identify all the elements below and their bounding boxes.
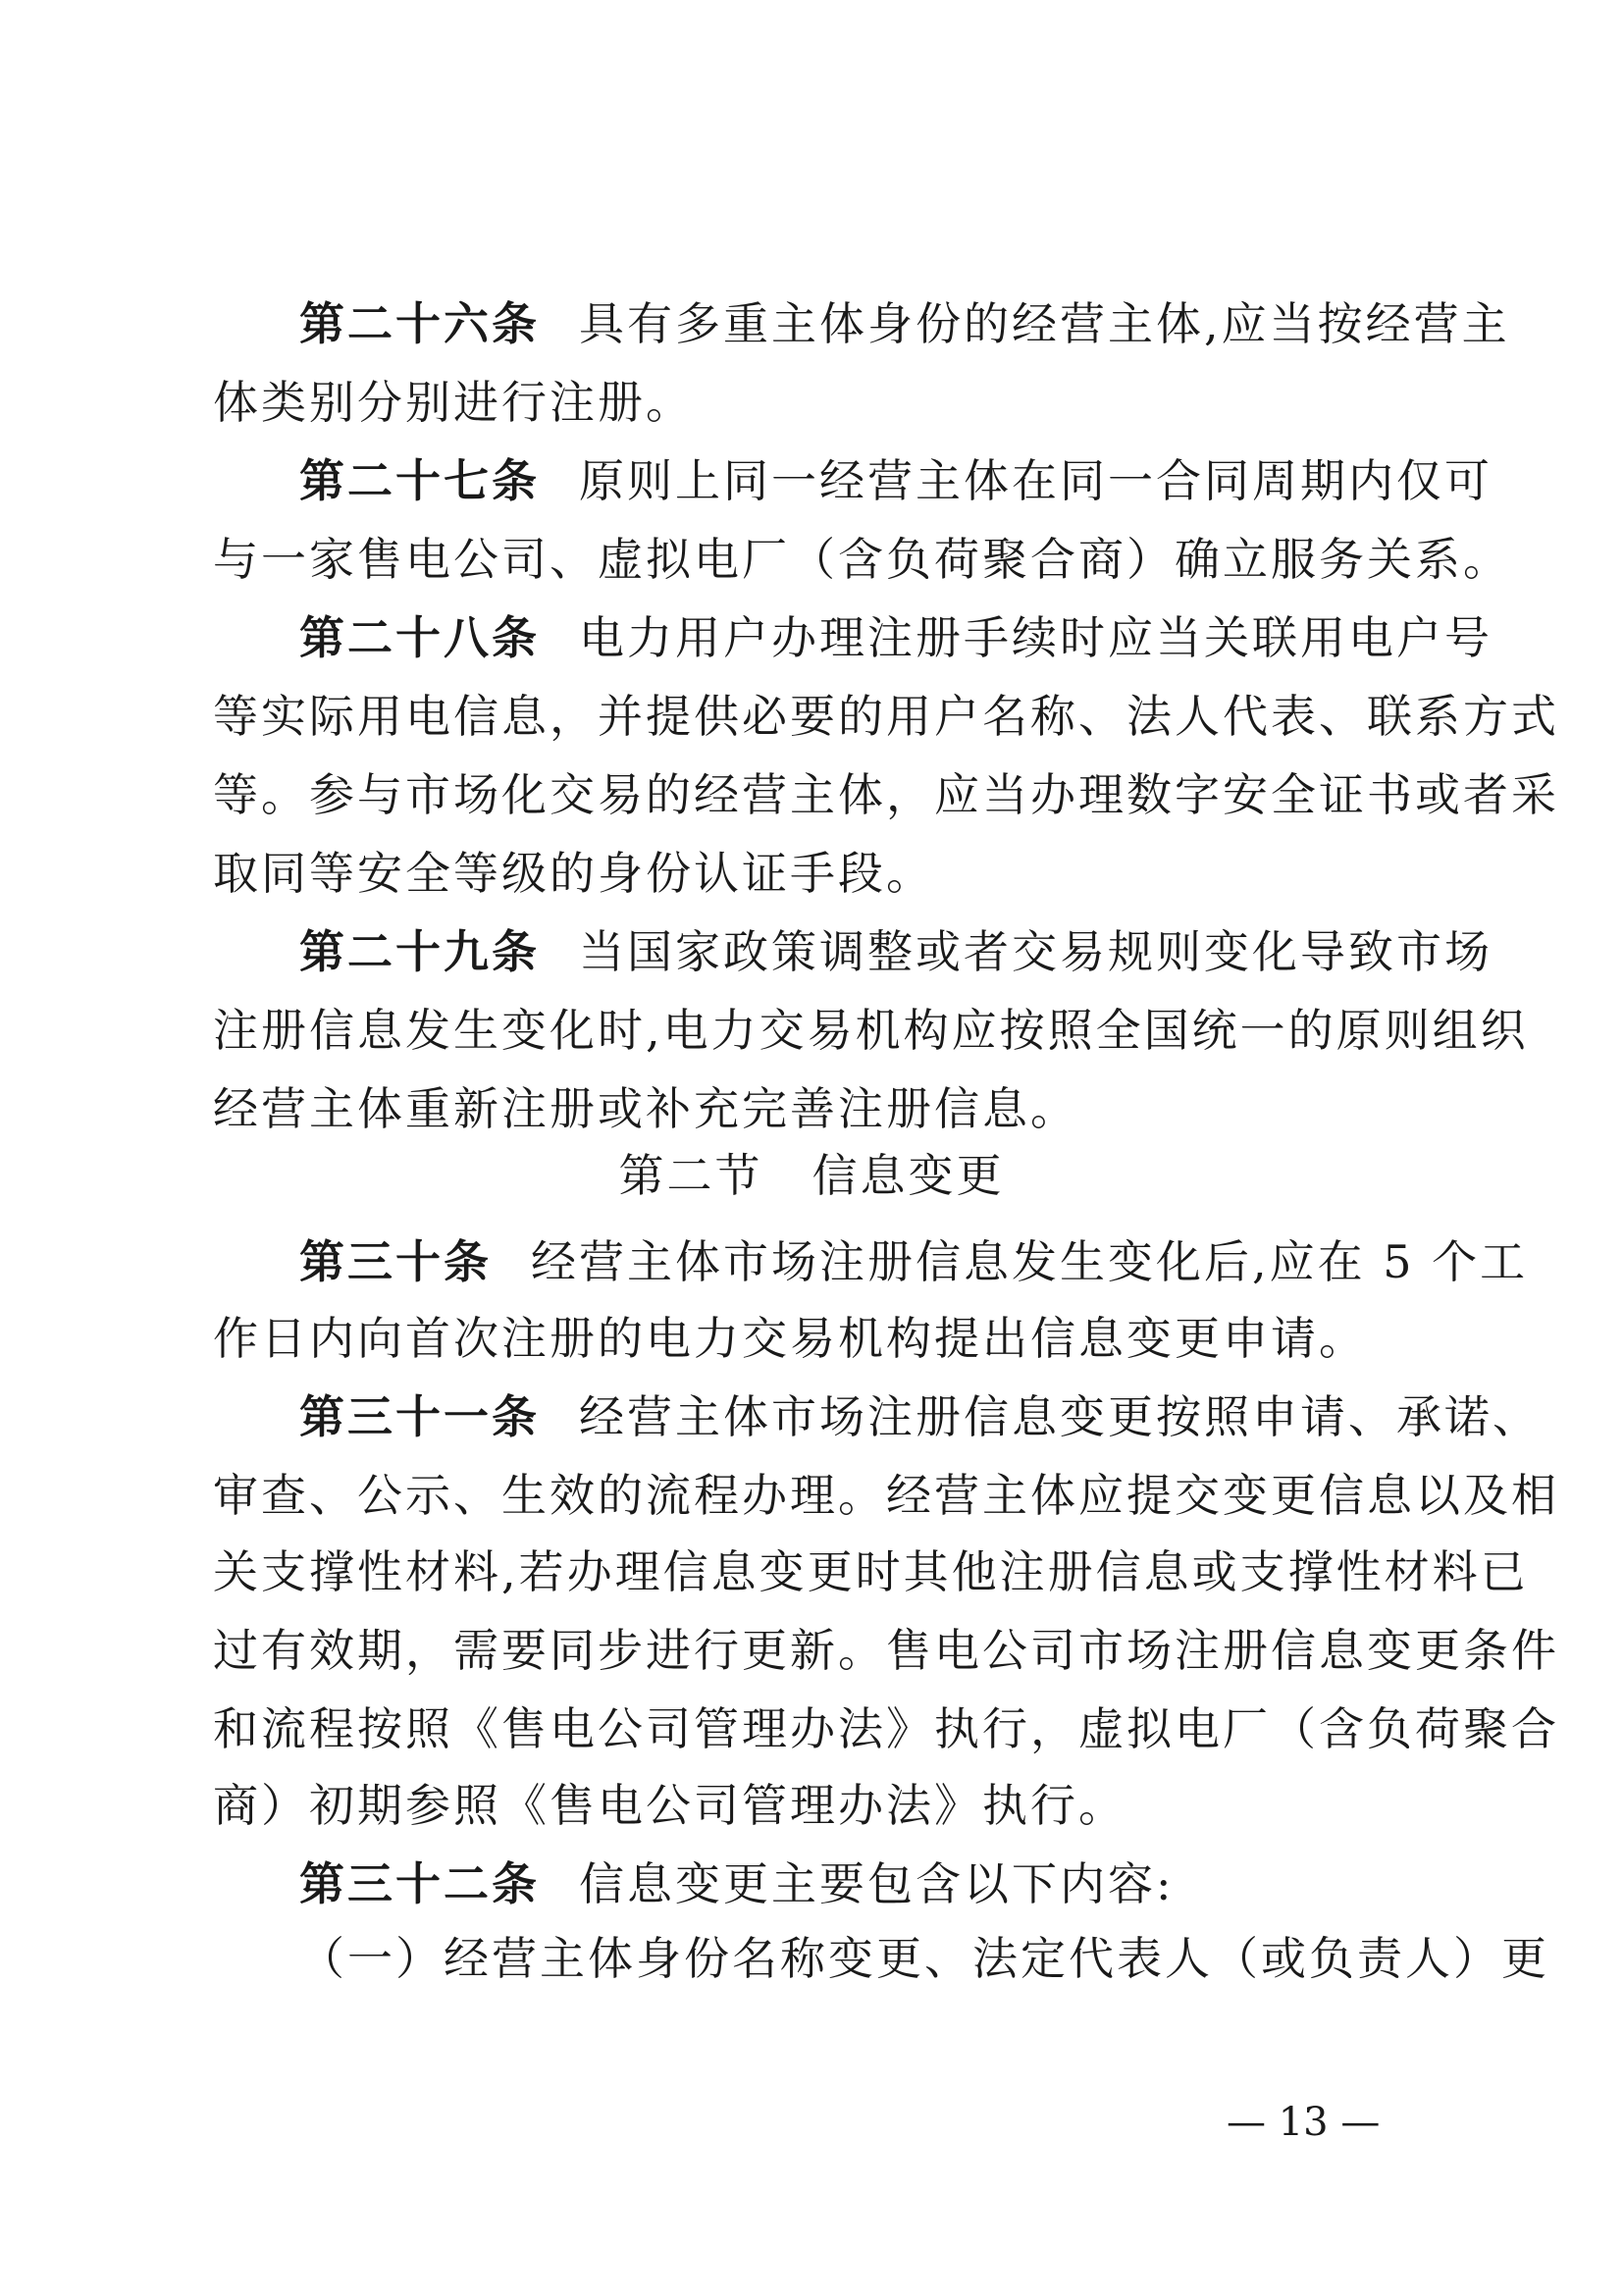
article-32-line-1 [299,1854,1420,1913]
article-28-line-2: 等实际用电信息，并提供必要的用户名称、法人代表、联系方式 [213,690,1559,743]
article-29-text-1: 当国家政策调整或者交易规则变化导致市场 [579,925,1492,978]
article-27-line-2: 与一家售电公司、虚拟电厂（含负荷聚合商）确立服务关系。 [213,533,1511,586]
article-26-label: 第二十六条 [299,297,540,350]
article-32-text-1: 信息变更主要包含以下内容: [579,1857,1175,1910]
article-26-line-2: 体类别分别进行注册。 [213,376,694,429]
article-30-text-1: 经营主体市场注册信息发生变化后,应在 5 个工 [531,1235,1529,1288]
article-31-line-4: 过有效期，需要同步进行更新。售电公司市场注册信息变更条件 [213,1624,1559,1677]
article-27-line-1 [299,451,1492,510]
article-28-line-4: 取同等安全等级的身份认证手段。 [213,847,934,900]
article-31-line-2: 审查、公示、生效的流程办理。经营主体应提交变更信息以及相 [213,1469,1559,1522]
article-30-line-2: 作日内向首次注册的电力交易机构提出信息变更申请。 [213,1312,1367,1365]
article-30-label: 第三十条 [299,1235,492,1288]
article-31-label: 第三十一条 [299,1390,540,1443]
article-29-line-1 [299,922,1492,981]
article-28-line-3: 等。参与市场化交易的经营主体，应当办理数字安全证书或者采 [213,768,1559,821]
page-number: — 13 — [1227,2100,1381,2145]
article-27-label: 第二十七条 [299,454,540,507]
section-number: 第二节 [618,1149,763,1202]
article-30-line-1 [299,1232,1529,1291]
section-title: 信息变更 [812,1149,1005,1202]
article-32-label: 第三十二条 [299,1857,540,1910]
article-31-text-1: 经营主体市场注册信息变更按照申请、承诺、 [579,1390,1541,1443]
article-26-text-1: 具有多重主体身份的经营主体,应当按经营主 [579,297,1510,350]
article-28-label: 第二十八条 [299,611,540,664]
article-28-text-1: 电力用户办理注册手续时应当关联用电户号 [579,611,1492,664]
article-31-line-5: 和流程按照《售电公司管理办法》执行，虚拟电厂（含负荷聚合 [213,1702,1559,1755]
article-29-line-2: 注册信息发生变化时,电力交易机构应按照全国统一的原则组织 [213,1004,1529,1057]
article-29-label: 第二十九条 [299,925,540,978]
article-31-line-1 [299,1387,1541,1446]
article-32-item-1: （一）经营主体身份名称变更、法定代表人（或负责人）更 [299,1932,1549,1985]
article-29-line-3: 经营主体重新注册或补充完善注册信息。 [213,1082,1078,1135]
section-heading [0,1146,1623,1205]
article-31-line-6: 商）初期参照《售电公司管理办法》执行。 [213,1779,1126,1832]
article-27-text-1: 原则上同一经营主体在同一合同周期内仅可 [579,454,1492,507]
article-31-line-3: 关支撑性材料,若办理信息变更时其他注册信息或支撑性材料已 [213,1545,1529,1598]
article-28-line-1 [299,608,1492,667]
article-26-line-1 [299,294,1510,353]
